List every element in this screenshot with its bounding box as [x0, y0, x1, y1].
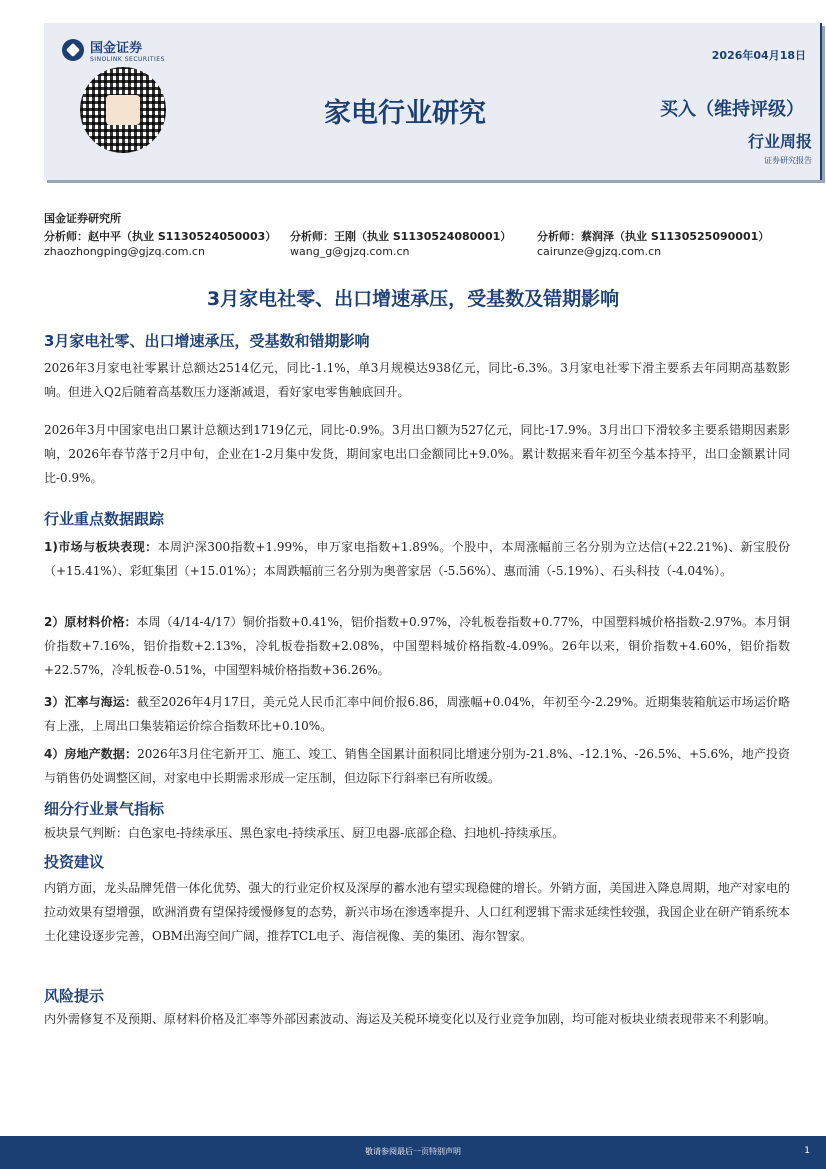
- lead-materials: 2）原材料价格：: [44, 615, 137, 629]
- institute: 国金证券研究所: [44, 212, 121, 225]
- analyst-1: 分析师：赵中平（执业 S1130524050003）: [44, 230, 277, 243]
- logo-cn: 国金证券: [90, 41, 143, 56]
- paragraph-s2-4: [44, 742, 790, 790]
- report-date: 2026年04月18日: [711, 49, 806, 62]
- text-realestate: 2026年3月住宅新开工、施工、竣工、销售全国累计面积同比增速分别为-21.8%、-12.1%、-26.5%、+5.6%，地产投资与销售仍处调整区间，对家电中长期需求形成一定压制，但边际下行斜率已有所收缓。: [44, 747, 790, 785]
- paragraph-s1-1: 2026年3月家电社零累计总额达2514亿元，同比-1.1%，单3月规模达938亿元，同比-6.3%。3月家电社零下滑主要系去年同期高基数影响。但进入Q2后随着高基数压力逐渐减退，看好家电零售触底回升。: [44, 361, 790, 399]
- analyst-3: 分析师：蔡润泽（执业 S1130525090001）: [537, 230, 770, 243]
- lead-market: 1)市场与板块表现：: [44, 540, 158, 554]
- rating: 买入（维持评级）: [660, 99, 804, 120]
- brand-logo: [62, 37, 165, 63]
- paragraph-s2-1: [44, 535, 790, 583]
- text-market: 本周沪深300指数+1.99%，申万家电指数+1.89%。个股中，本周涨幅前三名分别为立达信(+22.21%)、新宝股份（+15.41%）、彩虹集团（+15.01%）；本周跌幅前三名分别为奥普家居（-5.56%）、惠而浦（-5.19%）、石头科技（-4.04%）。: [44, 540, 791, 578]
- qr-center-logo-icon: [106, 95, 140, 125]
- paragraph-s4-1: 内销方面，龙头品牌凭借一体化优势、强大的行业定价权及深厚的蓄水池有望实现稳健的增长。外销方面，美国进入降息周期，地产对家电的拉动效果有望增强，欧洲消费有望保持缓慢修复的态势，新兴市场在渗透率提升、人口红利逻辑下需求延续性较强，我国企业在研产销系统本土化建设逐步完善，OBM出海空间广阔，推荐TCL电子、海信视像、美的集团、海尔智家。: [44, 881, 790, 943]
- paragraph-s3-1: 板块景气判断：白色家电-持续承压、黑色家电-持续承压、厨卫电器-底部企稳、扫地机-持续承压。: [44, 826, 565, 840]
- paragraph-s5-1: 内外需修复不及预期、原材料价格及汇率等外部因素波动、海运及关税环境变化以及行业竞争加剧，均可能对板块业绩表现带来不利影响。: [44, 1012, 777, 1026]
- logo-icon: [62, 39, 84, 61]
- paragraph-s2-3: [44, 690, 790, 738]
- logo-en: SINOLINK SECURITIES: [90, 56, 165, 63]
- section-title-1: 3月家电社零、出口增速承压，受基数和错期影响: [44, 332, 370, 350]
- banner-background: [44, 23, 820, 180]
- analyst-3-email[interactable]: cairunze@gjzq.com.cn: [537, 245, 662, 258]
- footer-notice: 敬请参阅最后一页特别声明: [365, 1147, 461, 1156]
- page-number: 1: [804, 1146, 810, 1156]
- analyst-2-email[interactable]: wang_g@gjzq.com.cn: [290, 245, 410, 258]
- section-title-5: 风险提示: [44, 987, 105, 1005]
- report-type: 证券研究报告: [764, 156, 812, 165]
- lead-realestate: 4）房地产数据：: [44, 747, 138, 761]
- text-fx: 截至2026年4月17日，美元兑人民币汇率中间价报6.86，周涨幅+0.04%，年初至今-2.29%。近期集装箱航运市场运价略有上涨，上周出口集装箱运价综合指数环比+0.10%。: [44, 695, 790, 733]
- analyst-2: 分析师：王刚（执业 S1130524080001）: [290, 230, 512, 243]
- lead-fx: 3）汇率与海运：: [44, 695, 137, 709]
- analyst-1-email[interactable]: zhaozhongping@gjzq.com.cn: [44, 245, 205, 258]
- report-kind: 行业周报: [747, 132, 812, 151]
- report-title: 3月家电社零、出口增速承压，受基数及错期影响: [206, 288, 620, 310]
- text-materials: 本周（4/14-4/17）铜价指数+0.41%，铝价指数+0.97%，冷轧板卷指数+0.77%，中国塑料城价格指数-2.97%。本月铜价指数+7.16%，铝价指数+2.13%，冷轧板卷指数+2.08%，中国塑料城价格指数-4.09%。26年以来，铜价指数+4.60%，铝价指数+22.57%，冷轧板卷-0.51%，中国塑料城价格指数+36.26%。: [44, 615, 790, 677]
- section-title-3: 细分行业景气指标: [44, 800, 165, 818]
- industry-title: 家电行业研究: [324, 98, 486, 129]
- paragraph-s2-2: [44, 610, 790, 682]
- paragraph-s1-2: 2026年3月中国家电出口累计总额达到1719亿元，同比-0.9%。3月出口额为527亿元，同比-17.9%。3月出口下滑较多主要系错期因素影响，2026年春节落于2月中旬，企业在1-2月集中发货，期间家电出口金额同比+9.0%。累计数据来看年初至今基本持平，出口金额累计同比-0.9%。: [44, 423, 790, 485]
- section-title-4: 投资建议: [44, 853, 105, 871]
- section-title-2: 行业重点数据跟踪: [44, 510, 165, 528]
- header-banner: [44, 23, 822, 180]
